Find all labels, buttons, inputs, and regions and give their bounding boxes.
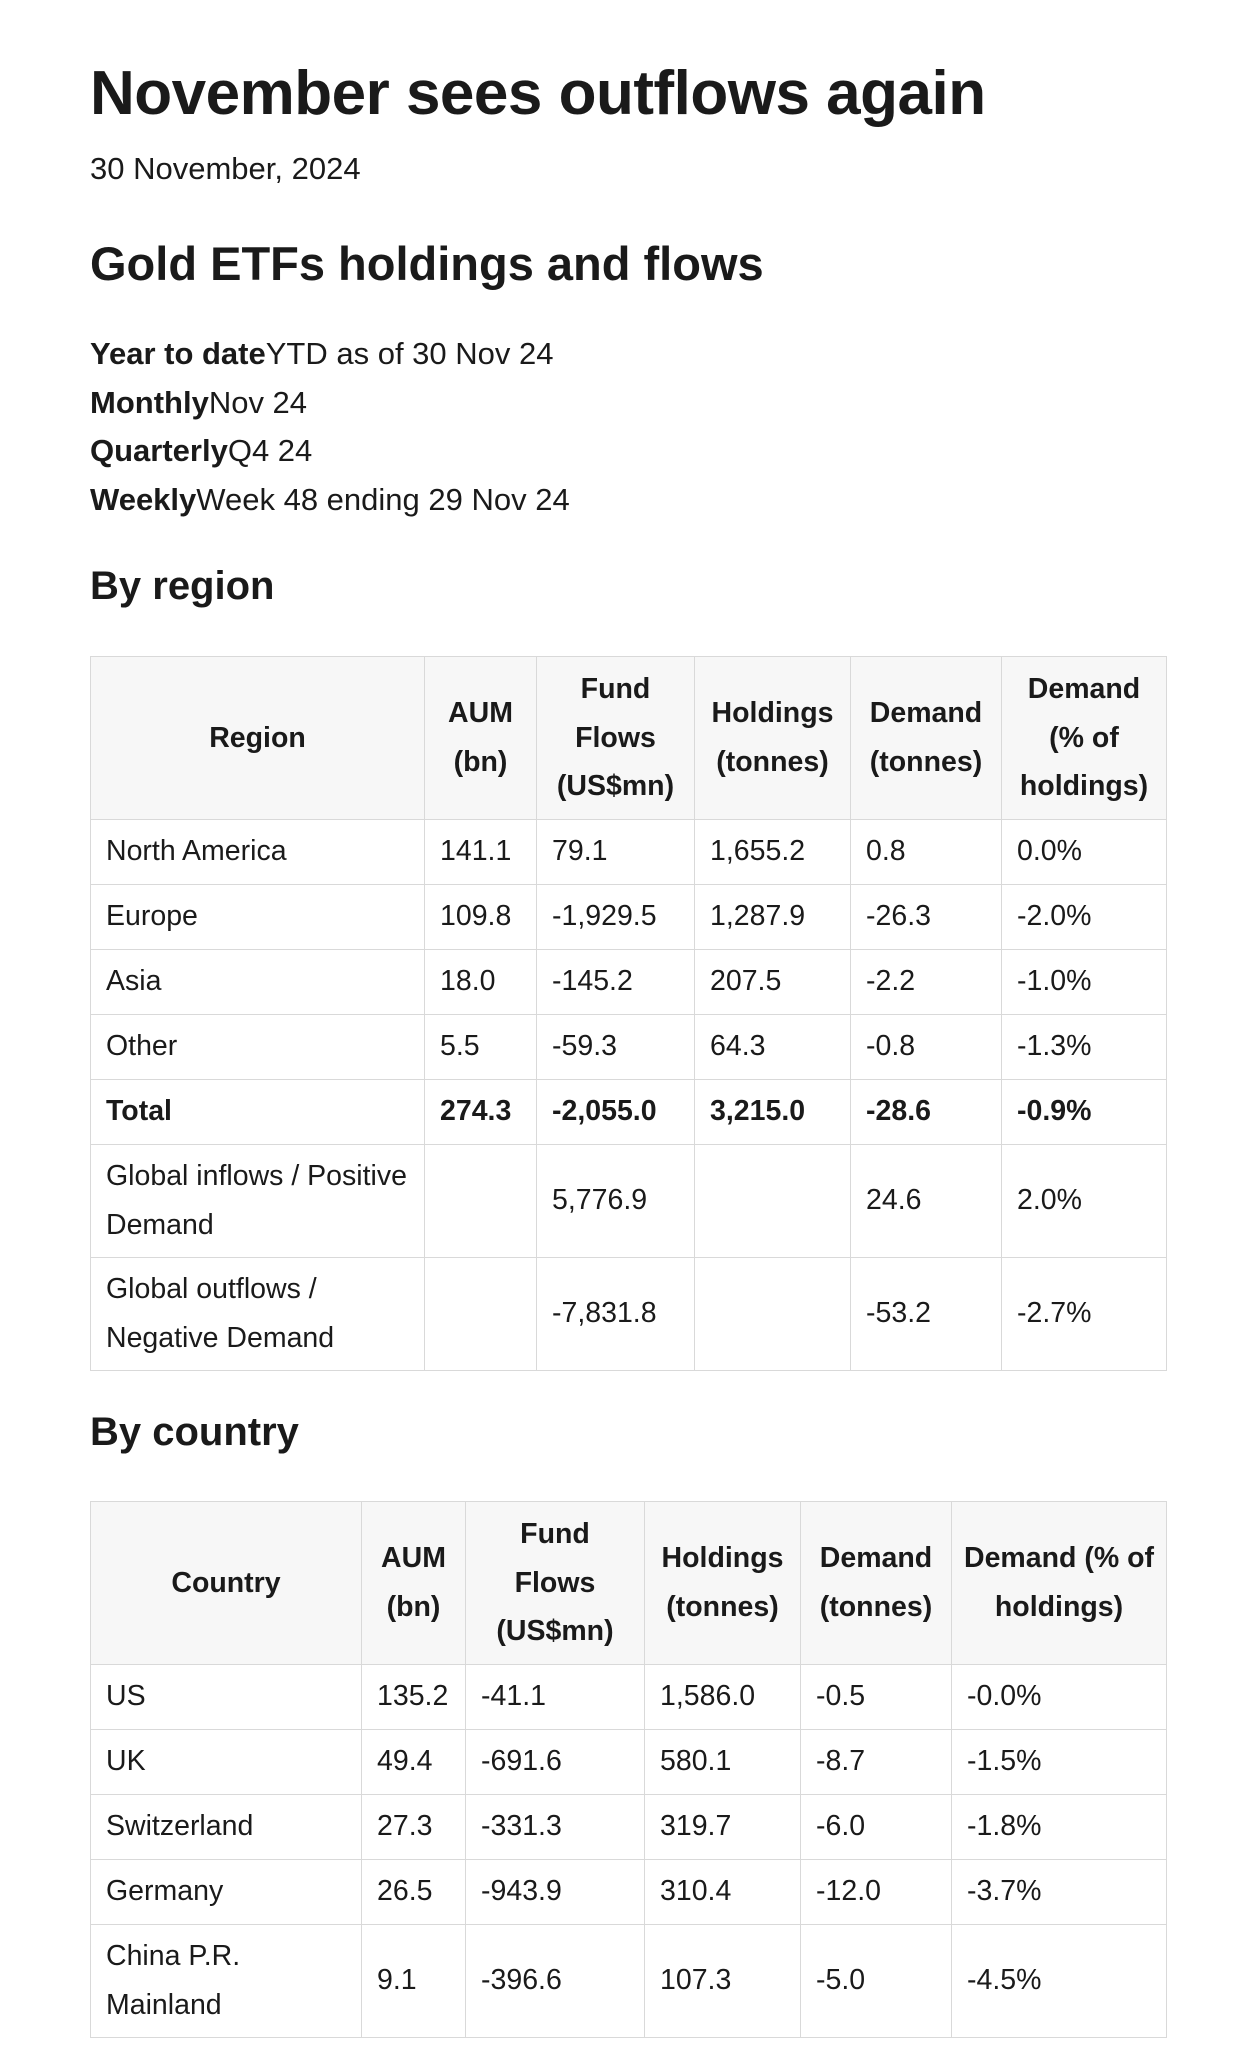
region-table bbox=[90, 656, 1167, 1371]
table-row bbox=[91, 1729, 1167, 1794]
table-cell: -12.0 bbox=[801, 1859, 952, 1924]
table-cell: -2,055.0 bbox=[537, 1079, 695, 1144]
column-header: Holdings (tonnes) bbox=[695, 657, 851, 820]
table-cell: -1.5% bbox=[952, 1729, 1167, 1794]
country-table bbox=[90, 1501, 1167, 2038]
period-quarterly bbox=[90, 427, 570, 476]
table-cell bbox=[695, 1144, 851, 1257]
region-heading: By region bbox=[90, 564, 275, 608]
table-cell: -0.0% bbox=[952, 1664, 1167, 1729]
table-header-row bbox=[91, 1502, 1167, 1665]
table-cell: 49.4 bbox=[362, 1729, 466, 1794]
table-row bbox=[91, 819, 1167, 884]
table-row bbox=[91, 1014, 1167, 1079]
column-header: Fund Flows (US$mn) bbox=[466, 1502, 645, 1665]
table-cell: 5.5 bbox=[425, 1014, 537, 1079]
period-value: Week 48 ending 29 Nov 24 bbox=[196, 481, 570, 517]
table-cell: 2.0% bbox=[1002, 1144, 1167, 1257]
table-cell: 1,287.9 bbox=[695, 884, 851, 949]
table-cell: 274.3 bbox=[425, 1079, 537, 1144]
column-header: Holdings (tonnes) bbox=[645, 1502, 801, 1665]
period-value: Q4 24 bbox=[227, 433, 313, 468]
table-cell: US bbox=[91, 1664, 362, 1729]
period-value: YTD as of 30 Nov 24 bbox=[265, 336, 554, 371]
table-cell: 26.5 bbox=[362, 1859, 466, 1924]
table-cell: -53.2 bbox=[851, 1257, 1002, 1370]
table-cell: 18.0 bbox=[425, 949, 537, 1014]
table-cell: -396.6 bbox=[466, 1924, 645, 2037]
table-row bbox=[91, 949, 1167, 1014]
table-row bbox=[91, 1144, 1167, 1257]
table-row bbox=[91, 1924, 1167, 2037]
table-cell: -1,929.5 bbox=[537, 884, 695, 949]
table-row bbox=[91, 1794, 1167, 1859]
table-cell: -0.8 bbox=[851, 1014, 1002, 1079]
table-cell: -331.3 bbox=[466, 1794, 645, 1859]
period-weekly bbox=[90, 476, 570, 525]
page-title: November sees outflows again bbox=[90, 59, 986, 128]
period-monthly bbox=[90, 379, 570, 428]
table-cell: 27.3 bbox=[362, 1794, 466, 1859]
table-cell: -28.6 bbox=[851, 1079, 1002, 1144]
table-cell: -2.7% bbox=[1002, 1257, 1167, 1370]
table-cell: Total bbox=[91, 1079, 425, 1144]
table-cell bbox=[425, 1257, 537, 1370]
table-header-row bbox=[91, 657, 1167, 820]
table-cell: Asia bbox=[91, 949, 425, 1014]
column-header: Demand (tonnes) bbox=[851, 657, 1002, 820]
column-header: AUM (bn) bbox=[362, 1502, 466, 1665]
column-header: Demand (tonnes) bbox=[801, 1502, 952, 1665]
table-cell bbox=[695, 1257, 851, 1370]
column-header: Demand (% of holdings) bbox=[952, 1502, 1167, 1665]
table-cell: Europe bbox=[91, 884, 425, 949]
table-row bbox=[91, 1664, 1167, 1729]
table-cell: -0.9% bbox=[1002, 1079, 1167, 1144]
period-label: Year to date bbox=[90, 336, 266, 371]
table-cell: -943.9 bbox=[466, 1859, 645, 1924]
table-cell: 207.5 bbox=[695, 949, 851, 1014]
table-cell: -691.6 bbox=[466, 1729, 645, 1794]
period-value: Nov 24 bbox=[208, 384, 308, 420]
table-cell: Germany bbox=[91, 1859, 362, 1924]
period-label: Quarterly bbox=[90, 433, 228, 468]
column-header: Demand (% of holdings) bbox=[1002, 657, 1167, 820]
period-label: Weekly bbox=[90, 481, 197, 517]
period-ytd bbox=[90, 330, 570, 379]
table-cell: 64.3 bbox=[695, 1014, 851, 1079]
table-cell: -2.2 bbox=[851, 949, 1002, 1014]
table-cell: UK bbox=[91, 1729, 362, 1794]
table-cell: Global inflows / Positive Demand bbox=[91, 1144, 425, 1257]
table-cell: -3.7% bbox=[952, 1859, 1167, 1924]
table-cell: -59.3 bbox=[537, 1014, 695, 1079]
table-cell: 24.6 bbox=[851, 1144, 1002, 1257]
table-cell: 135.2 bbox=[362, 1664, 466, 1729]
table-cell: -1.8% bbox=[952, 1794, 1167, 1859]
table-total-row bbox=[91, 1079, 1167, 1144]
table-cell: -2.0% bbox=[1002, 884, 1167, 949]
table-cell: -26.3 bbox=[851, 884, 1002, 949]
table-cell: 141.1 bbox=[425, 819, 537, 884]
column-header: AUM (bn) bbox=[425, 657, 537, 820]
period-list bbox=[90, 330, 570, 524]
table-cell: 0.0% bbox=[1002, 819, 1167, 884]
table-cell: -8.7 bbox=[801, 1729, 952, 1794]
table-cell: Other bbox=[91, 1014, 425, 1079]
table-cell: China P.R. Mainland bbox=[91, 1924, 362, 2037]
table-cell: 1,655.2 bbox=[695, 819, 851, 884]
table-row bbox=[91, 884, 1167, 949]
table-cell: -6.0 bbox=[801, 1794, 952, 1859]
table-cell: 319.7 bbox=[645, 1794, 801, 1859]
column-header: Fund Flows (US$mn) bbox=[537, 657, 695, 820]
table-cell: 109.8 bbox=[425, 884, 537, 949]
table-row bbox=[91, 1257, 1167, 1370]
table-cell: 1,586.0 bbox=[645, 1664, 801, 1729]
section-title: Gold ETFs holdings and flows bbox=[90, 237, 764, 290]
table-cell: 310.4 bbox=[645, 1859, 801, 1924]
table-cell: -5.0 bbox=[801, 1924, 952, 2037]
table-cell: North America bbox=[91, 819, 425, 884]
table-cell: -0.5 bbox=[801, 1664, 952, 1729]
table-row bbox=[91, 1859, 1167, 1924]
table-cell: -4.5% bbox=[952, 1924, 1167, 2037]
table-cell: -145.2 bbox=[537, 949, 695, 1014]
table-cell: 79.1 bbox=[537, 819, 695, 884]
table-cell: 3,215.0 bbox=[695, 1079, 851, 1144]
period-label: Monthly bbox=[90, 384, 209, 420]
country-heading: By country bbox=[90, 1410, 299, 1454]
table-cell: Switzerland bbox=[91, 1794, 362, 1859]
table-cell: 5,776.9 bbox=[537, 1144, 695, 1257]
table-cell: 580.1 bbox=[645, 1729, 801, 1794]
table-cell: -1.3% bbox=[1002, 1014, 1167, 1079]
table-cell: -1.0% bbox=[1002, 949, 1167, 1014]
column-header: Country bbox=[91, 1502, 362, 1665]
table-cell bbox=[425, 1144, 537, 1257]
table-cell: Global outflows / Negative Demand bbox=[91, 1257, 425, 1370]
table-cell: -41.1 bbox=[466, 1664, 645, 1729]
table-cell: 0.8 bbox=[851, 819, 1002, 884]
table-cell: 107.3 bbox=[645, 1924, 801, 2037]
publish-date: 30 November, 2024 bbox=[90, 151, 361, 186]
table-cell: 9.1 bbox=[362, 1924, 466, 2037]
column-header: Region bbox=[91, 657, 425, 820]
table-cell: -7,831.8 bbox=[537, 1257, 695, 1370]
